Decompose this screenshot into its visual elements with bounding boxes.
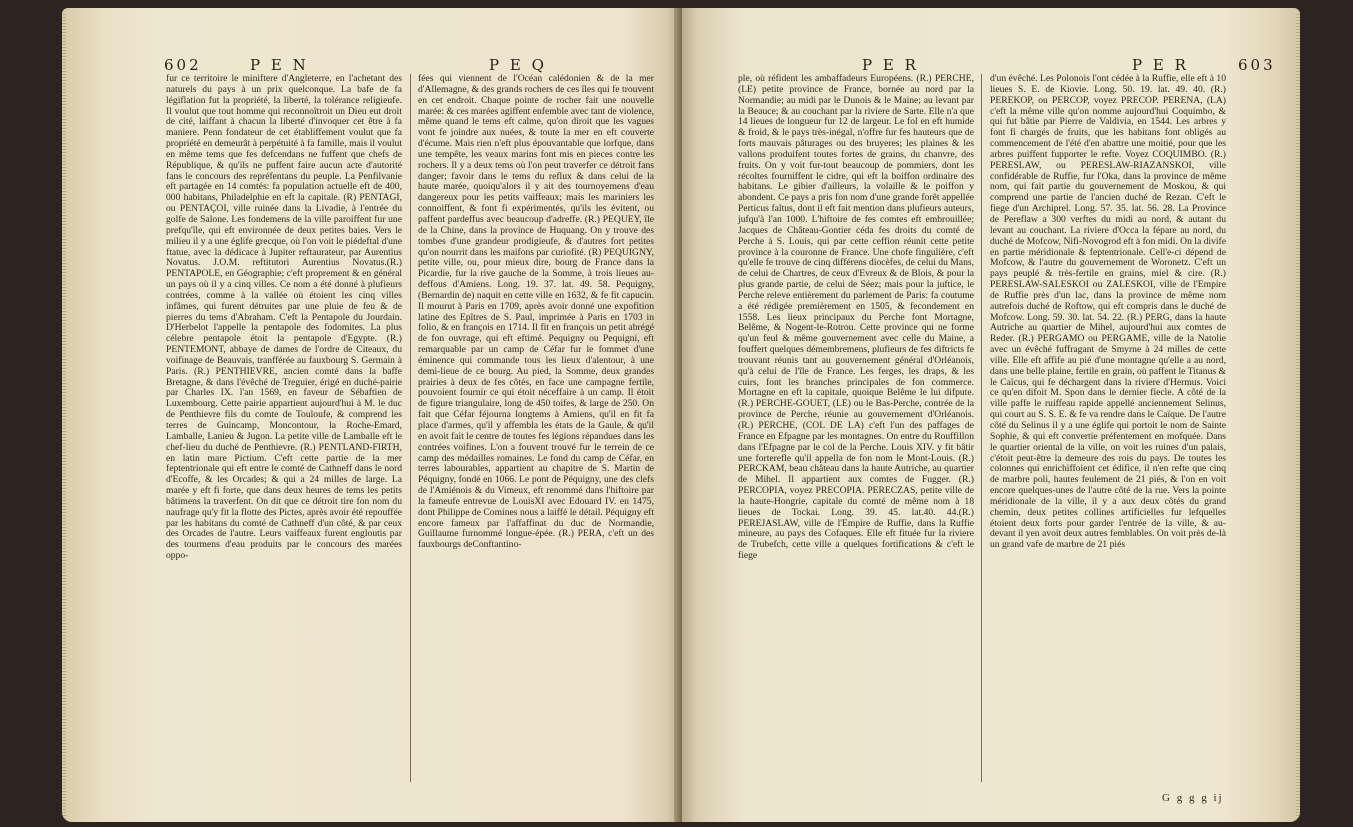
- left-page-number: 602: [164, 56, 202, 74]
- right-page-edges: [1296, 12, 1300, 820]
- left-header-running-title: P E N: [250, 56, 309, 74]
- right-page-column-2: d'un évêché. Les Polonois l'ont cédée à la Ruffie, elle eft à 10 lieues S. E. de Kiovie. Long. 50. 19. lat. 49. 40. (R.) PEREKOP, ou PERCOP, voyez PRECOP. PERENA, (LA) c'eft la même ville qu'on nomme aujourd'hui Coquimbo, & qui fut bâtie par Pierre de Valdivia, en 1544. Les arbres y font fi chargés de fruits, que les habitans font obligés au commencement de l'été d'en abattre une moitié, pour que les arbres puiffent fupporter le refte. Voyez COQUIMBO. (R.) PERESLAW, ou PERESLAW-RIAZANSKOI, ville confidérable de Ruffie, fur l'Oka, dans la province de même nom, qui fait partie du gouvernement de Moskou, & qui comprend une partie de l'ancien duché de Rezan. C'eft le fiege d'un Archiprel. Long. 57. 35. lat. 56. 28. La Province de Pereflaw a 300 verftes du midi au nord, & autant du levant au couchant. La riviere d'Occa la fépare au nord, du duché de Mofcow, Nifi-Novogrod eft à fon midi. On la divife en partie méridionale & feptentrionale. Cell'e-ci dépend de Mofcow, & l'autre du gouvernement de Woronetz. C'eft un pays peuplé & très-fertile en grains, miel & cire. (R.) PERESLAW-SALESKOI ou ZALESKOI, ville de l'Empire de Ruffie près d'un lac, dans la province de même nom autrefois duché de Roftow, qui eft compris dans le duché de Mofcow. Long. 59. 30. lat. 54. 22. (R.) PERG, dans la haute Autriche au quartier de Mihel, aujourd'hui aux comtes de Reder. (R.) PERGAMO ou PERGAME, ville de la Natolie avec un évêché fuffragant de Smyrne à 24 milles de cette ville. Elle eft affife au pié d'une montagne qu'elle a au nord, dans une belle plaine, fertile en grain, où paffent le Titanus & le Caïcus, qui fe déchargent dans la riviere d'Hermus. Voici ce qu'en difoit M. Spon dans le dernier fiecle. A côté de la ville paffe le ruiffeau rapide appellé anciennement Selinus, qui court au S. S. E. & fe va rendre dans le Caïque. De l'autre côté du Selinus il y a une églife qui portoit le nom de Sainte Sophie, & qui eft convertie préfentement en mofquée. Dans le quartier oriental de la ville, on voit les ruines d'un palais, c'étoit peut-être la demeure des rois du pays. De toutes les colonnes qui enrichiffoient cet édifice, il n'en refte que cinq de marbre poli, hautes feulement de 21 piés, & l'on en voit encore quelques-unes de l'autre côté de la rue. Vers la pointe méridionale de la ville, il y a aux deux côtés du grand chemin, deux petites collines artificielles fur lefquelles étoient deux forts pour garder l'entrée de la ville, & au-devant il yen avoit deux autres femblables. On voit près de-là un grand vafe de marbre de 21 piés: [990, 73, 1226, 551]
- right-page: [682, 8, 1300, 822]
- open-book: [62, 8, 1300, 822]
- signature-mark: G g g g ij: [1162, 792, 1224, 804]
- column-divider: [410, 74, 411, 782]
- left-page-edges: [62, 12, 66, 820]
- right-header-running-title: P E R: [862, 56, 919, 74]
- right-page-number: 603: [1238, 56, 1276, 74]
- left-page-column-1: fur ce territoire le miniftere d'Angleterre, en l'achetant des naturels du pays à un prix quelconque. La bafe de fa légiflation fut la propriété, la liberté, la tolérance religieufe. Il voulut que tout homme qui reconnoîtroit un Dieu eut droit de cité, laiffant à chacun la liberté d'invoquer cet être à fa maniere. Penn fondateur de cet établiffement voulut que fa propriété en demeurât à perpétuité à fa famille, mais il voulut en même tems que fes defcendans ne fuffent que chefs de République, & qu'ils ne puffent faire aucun acte d'autorité fans le concours des repréfentans du peuple. La Penfilvanie eft partagée en 14 comtés: fa population actuelle eft de 400, 000 habitans, Philadelphie en eft la capitale. (R) PENTAGI, ou PENTAÇOI, ville ruinée dans la Livadie, à l'entrée du golfe de Salone. Les fondemens de la ville paroiffent fur une prefqu'île, qui eft environnée de deux petites baies. Vers le milieu il y a une églife grecque, où l'on voit le piédeftal d'une ftatue, avec la dédicace à Jupiter reftaurateur, par Aurentius Novatus. J.O.M. reftitutori Aurentius Novatus.(R.) PENTAPOLE, en Géographie; c'eft proprement & en général un pays où il y a cinq villes. Ce nom a été donné à plufieurs contrées, comme à la vallée où étoient les cinq villes infâmes, qui furent détruites par une pluie de feu & de pierres du tems d'Abraham. C'eft la Pentapole du Jourdain. D'Herbelot l'appelle la pentapole des fodomites. La plus célebre pentapole étoit la pentapole d'Egypte. (R.) PENTEMONT, abbaye de dames de l'ordre de Citeaux, du voifinage de Beauvais, tranfférée au fauxbourg S. Germain à Paris. (R.) PENTHIEVRE, ancien comté dans la baffe Bretagne, & dans l'évêché de Treguier, érigé en duché-pairie par Charles IX. l'an 1569, en faveur de Sébaftien de Luxembourg. Cette pairie appartient aujourd'hui à M. le duc de Penthievre fils du comte de Touloufe, & comprend les terres de Guincamp, Moncontour, la Roche-Emard, Lamballe, Lanieu & Jugon. La petite ville de Lamballe eft le chef-lieu du duché de Penthievre. (R.) PENTLAND-FIRTH, en latin mare Pictium. C'eft cette partie de la mer feptentrionale qui eft entre le comté de Cathneff dans le nord d'Ecoffe, & les Orcades; & qui a 24 milles de large. La marée y eft fi forte, que dans deux heures de tems les petits bâtimens la traverfent. On dit que ce détroit tire fon nom du naufrage qu'y fit la flotte des Pictes, après avoir été repouffée par les habitans du comté de Cathneff d'un côté, & par ceux des Orcades de l'autre. Leurs vaiffeaux furent engloutis par des tourmens d'eau produits par le concours des marées oppo-: [166, 73, 402, 562]
- right-header-running-title-right: P E R: [1132, 56, 1189, 74]
- right-page-column-1: ple, où réfident les ambaffadeurs Européens. (R.) PERCHE, (LE) petite province de France, bornée au nord par la Normandie; au midi par le Dunois & le Maine; au levant par la Beauce; & au couchant par la riviere de Sarte. Elle n'a que 14 lieues de longueur fur 12 de largeur. Le fol en eft humide & froid, & le pays très-inégal, n'offre fur fes hauteurs que de forts mauvais pâturages ou des bruyeres; les plaines & les vallons produifent toutes fortes de grains, du chanvre, des fruits. On y voit fur-tout beaucoup de pommiers, dont les récoltes fourniffent le cidre, qui eft la boiffon ordinaire des habitans. Le gibier d'ailleurs, la volaille & le poiffon y abondent. Ce pays a pris fon nom d'une grande forêt appellée Perticus faltus, dont il eft fait mention dans plufieurs auteurs, jufqu'à l'an 1000. L'hiftoire de fes comtes eft embrouillée; Jacques de Château-Gontier céda fes droits du comté de Perche à S. Louis, qui par cette ceffion réunit cette petite province à la couronne de France. Une chofe fingulière, c'eft qu'elle fe trouve de cinq différens diocèfes, de celui du Mans, de celui de Chartres, de ceux d'Evreux & de Blois, & pour la plus grande partie, de celui de Séez; mais pour la juftice, le Perche releve entièrement du parlement de Paris: fa coutume a été rédigée premièrement en 1505, & fecondement en 1558. Les lieux principaux du Perche font Mortagne, Belême, & Nogent-le-Rotrou. Cette province qui ne forme qu'un feul & même gouvernement avec celle du Maine, a fouffert quelques démembremens, plufieurs de fes diftricts fe trouvant réunis tant au gouvernement général d'Orléanois, qu'à celui de l'île de France. Les ferges, les draps, & les cuirs, font les branches principales de fon commerce. Mortagne en eft la capitale, quoique Belême le lui difpute. (R.) PERCHE-GOUET, (LE) ou le Bas-Perche, contrée de la province de Perche, réunie au gouvernement d'Orléanois. (R.) PERCHE, (COL DE LA) c'eft l'un des paffages de France en Efpagne par les montagnes. On entre du Rouffillon dans l'Efpagne par le col de la Perche. Louis XIV. y fit bâtir une forterefle qu'il appella de fon nom le Mont-Louis. (R.) PERCKAM, beau château dans la haute Autriche, au quartier de Mihel. Il appartient aux comtes de Fugger. (R.) PERCOPIA, voyez PRECOPIA. PERECZAS, petite ville de la haute-Hongrie, capitale du comté de même nom à 18 lieues de Tockai. Long. 39. 45. lat.40. 44.(R.) PEREJASLAW, ville de l'Empire de Ruffie, dans la Ruffie mineure, au pays des Cofaques. Elle eft fituée fur la riviere de Trubefch, cette ville a quelques fortifications & c'eft le fiege: [738, 73, 974, 562]
- left-page-column-2: fées qui viennent de l'Océan calédonien & de la mer d'Allemagne, & des grands rochers de ces îles qui fe trouvent en cet endroit. Chaque pointe de rocher fait une nouvelle marée: & ces marées agiffent enfemble avec tant de violence, même quand le tems eft calme, qu'on diroit que les vagues vont fe joindre aux nuées, & toute la mer en eft couverte d'écume. Mais rien n'eft plus épouvantable que lorfque, dans une tempête, les veaux marins font mis en pieces contre les rochers. Il y a deux tems où l'on peut traverfer ce détroit fans danger; favoir dans le tems du reflux & dans celui de la haute marée, quoiqu'alors il y ait des tournoyemens d'eau dangereux pour les petits vaiffeaux; mais les mariniers les connoiffent, & font fi expérimentés, qu'ils les évitent, ou paffent pardeffus avec beaucoup d'adreffe. (R.) PEQUEY, île de la Chine, dans la province de Huquang. On y trouve des tombes d'une grandeur prodigieufe, & d'autres fort petites qu'on nourrit dans les maifons par curiofité. (R) PEQUIGNY, petite ville, ou, pour mieux dire, bourg de France dans la Picardie, fur la rive gauche de la Somme, à trois lieues au-deffous d'Amiens. Long. 19. 37. lat. 49. 58. Pequigny, (Bernardin de) naquit en cette ville en 1632, & fe fit capucin. Il mourut à Paris en 1709, après avoir donné une expofition latine des Epîtres de S. Paul, imprimée à Paris en 1703 in folio, & en françois en 1714. Il fit en françois un petit abrégé de fon ouvrage, qui eft eftimé. Pequigny ou Pequigni, eft remarquable par un camp de Céfar fur le fommet d'une éminence qui commande tous les lieux d'alentour, à une demi-lieue de ce bourg. Au pied, la Somme, deux grandes prairies à deux de fes côtés, en face une campagne fertile, pouvoient fournir ce qui étoit néceffaire à un camp. Il étoit de figure triangulaire, long de 450 toifes, & large de 250. On fait que Céfar féjourna longtems à Amiens, qu'il en fit fa place d'armes, qu'il y affembla les états de la Gaule, & qu'il en avoit fait le centre de toutes fes légions répandues dans les contrées voifines. L'on a fouvent trouvé fur le terrein de ce camp des médailles romaines. Le fond du camp de Céfar, en terres labourables, appartient au chapitre de S. Martin de Péquigny, fondé en 1066. Le pont de Péquigny, une des clefs de l'Amiénois & du Vimeux, eft renommé dans l'hiftoire par la fameufe entrevue de LouisXI avec Edouard IV. en 1475, dont Philippe de Comines nous a laiffé le détail. Péquigny eft encore fameux par l'affaffinat du duc de Normandie, Guillaume furnommé longue-épée. (R.) PERA, c'eft un des fauxbourgs deConftantino-: [418, 73, 654, 551]
- left-header-running-title-right: P E Q: [489, 56, 547, 74]
- left-page: [62, 8, 680, 822]
- column-divider: [981, 74, 982, 782]
